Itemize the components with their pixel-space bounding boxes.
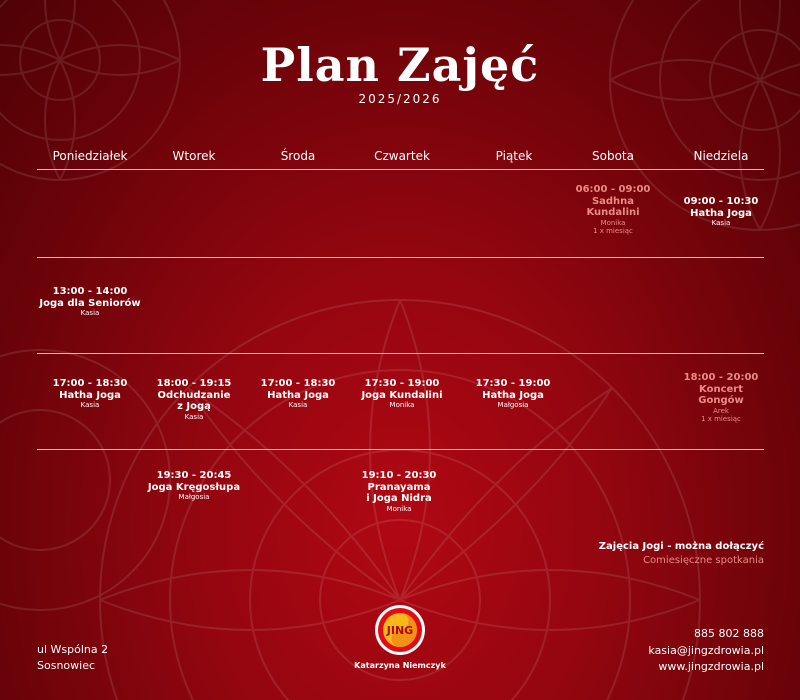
- legend-monthly: Comiesięczne spotkania: [643, 554, 764, 566]
- row-divider: [37, 257, 764, 258]
- class-name: Hatha Joga: [267, 389, 329, 401]
- legend: [599, 540, 764, 567]
- address-city: Sosnowiec: [37, 658, 96, 672]
- class-slot: [129, 470, 259, 501]
- class-name: Hatha Joga: [690, 207, 752, 219]
- class-time: 18:00 - 19:15: [156, 378, 232, 389]
- day-header-thursday: Czwartek: [374, 149, 430, 163]
- class-name: Hatha Joga: [482, 389, 544, 401]
- class-name: Hatha Joga: [59, 389, 121, 401]
- contact-email: kasia@jingzdrowia.pl: [648, 643, 764, 657]
- class-name: i Joga Nidra: [366, 493, 432, 504]
- contact-info: [648, 626, 764, 676]
- class-time: 06:00 - 09:00: [575, 184, 651, 195]
- jing-logo-icon: [374, 604, 426, 656]
- class-time: 17:30 - 19:00: [475, 378, 551, 389]
- class-teacher: Kasia: [80, 309, 100, 317]
- class-time: 17:00 - 18:30: [260, 378, 336, 389]
- contact-website: www.jingzdrowia.pl: [658, 660, 764, 673]
- class-time: 09:00 - 10:30: [683, 196, 759, 207]
- address-street: ul Wspólna 2: [37, 643, 109, 656]
- row-divider: [37, 353, 764, 354]
- class-slot: [334, 470, 464, 513]
- class-time: 19:10 - 20:30: [361, 470, 437, 481]
- class-name: Kundalini: [586, 207, 640, 218]
- class-time: 19:30 - 20:45: [156, 470, 232, 481]
- class-teacher: Monika: [600, 218, 626, 227]
- brand-name: Katarzyna Niemczyk: [354, 661, 446, 670]
- class-teacher: Monika: [389, 401, 415, 409]
- day-header-monday: Poniedziałek: [52, 149, 128, 163]
- class-teacher: Kasia: [288, 401, 308, 409]
- class-name: Koncert: [699, 383, 743, 395]
- class-teacher: Arek: [713, 406, 729, 415]
- class-name: Joga Kundalini: [361, 389, 443, 401]
- class-name: Pranayama: [367, 481, 431, 493]
- day-header-wednesday: Środa: [280, 149, 316, 163]
- row-divider: [37, 449, 764, 450]
- class-frequency: 1 x miesiąc: [593, 226, 633, 235]
- class-name: z Jogą: [177, 401, 211, 412]
- class-teacher: Małgosia: [497, 401, 529, 409]
- row-divider: [37, 169, 764, 170]
- day-header-friday: Piątek: [495, 149, 533, 163]
- day-header-saturday: Sobota: [592, 149, 634, 163]
- class-time: 18:00 - 20:00: [683, 372, 759, 383]
- class-teacher: Kasia: [184, 412, 204, 421]
- class-time: 17:30 - 19:00: [364, 378, 440, 389]
- day-header-sunday: Niedziela: [693, 149, 749, 163]
- class-slot: [656, 372, 786, 423]
- page-title: Plan Zajęć: [260, 38, 540, 92]
- contact-phone: 885 802 888: [694, 627, 764, 640]
- class-name: Gongów: [698, 395, 744, 406]
- class-slot: [448, 378, 578, 409]
- class-name: Joga Kręgosłupa: [147, 481, 241, 493]
- page-subtitle: 2025/2026: [358, 92, 442, 106]
- logo-text: JING: [386, 624, 414, 637]
- class-name: Sadhna: [591, 195, 635, 207]
- class-teacher: Kasia: [711, 219, 731, 227]
- day-header-tuesday: Wtorek: [172, 149, 216, 163]
- class-time: 13:00 - 14:00: [52, 286, 128, 297]
- class-frequency: 1 x miesiąc: [701, 414, 741, 423]
- class-name: Joga dla Seniorów: [39, 297, 141, 309]
- class-name: Odchudzanie: [157, 389, 231, 401]
- class-time: 17:00 - 18:30: [52, 378, 128, 389]
- class-teacher: Kasia: [80, 401, 100, 409]
- class-teacher: Małgosia: [178, 493, 210, 501]
- legend-regular: Zajęcia Jogi - można dołączyć: [598, 541, 764, 552]
- class-slot: [25, 286, 155, 317]
- class-teacher: Monika: [386, 504, 412, 513]
- class-slot: [656, 196, 786, 227]
- day-header-row: [37, 149, 764, 165]
